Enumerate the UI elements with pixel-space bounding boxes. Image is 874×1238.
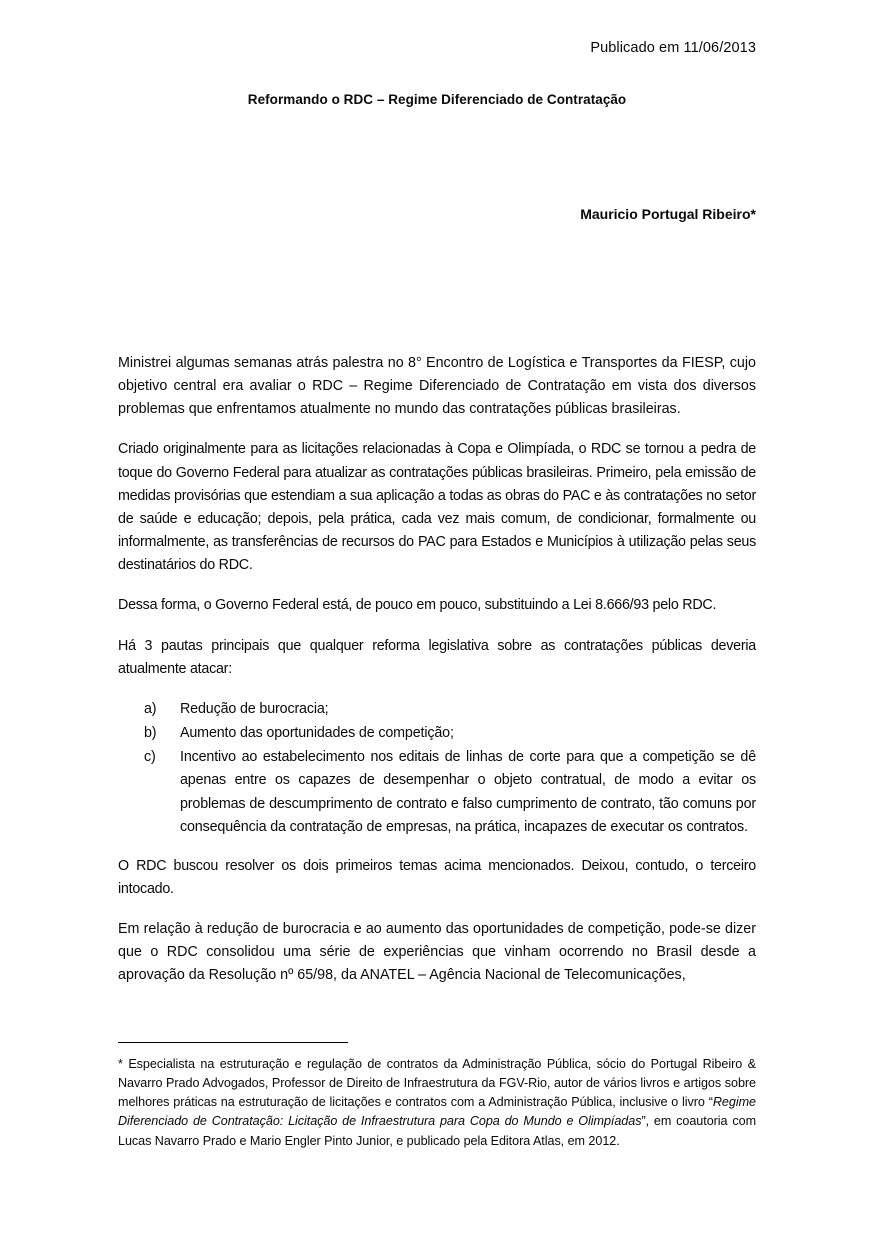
paragraph-5: O RDC buscou resolver os dois primeiros temas acima mencionados. Deixou, contudo, o terceiro intocado.: [118, 857, 756, 897]
paragraph-4: Há 3 pautas principais que qualquer reforma legislativa sobre as contratações públicas deveria atualmente atacar:: [118, 637, 756, 677]
footnote: [118, 1055, 756, 1151]
list-item-label: Incentivo ao estabelecimento nos editais de linhas de corte para que a competição se dê apenas entre os capazes de desempenhar o objeto contratual, de modo a evitar os problemas de descumprimento de contrato e falso cumprimento de contrato, tão comuns por consequência da contratação de empresas, na prática, incapazes de executar os contratos.: [180, 749, 756, 835]
footnote-text-part2: ”, em coautoria com Lucas Navarro Prado e Mario Engler Pinto Junior, e publicado pela Editora Atlas, em 2012.: [118, 1114, 757, 1148]
reform-agenda-list: [118, 698, 756, 839]
paragraph-1: Ministrei algumas semanas atrás palestra no 8° Encontro de Logística e Transportes da FIESP, cujo objetivo central era avaliar o RDC – Regime Diferenciado de Contratação em vista dos diversos problemas que enfrentamos atualmente no mundo das contratações públicas brasileiras.: [118, 355, 756, 418]
list-item-marker: c): [144, 749, 156, 766]
list-item-marker: b): [144, 725, 157, 742]
footnote-book-title: Regime Diferenciado de Contratação: Licitação de Infraestrutura para Copa do Mundo e Olimpíadas: [118, 1095, 756, 1129]
list-item: [118, 746, 756, 839]
footnote-separator: [118, 1042, 348, 1043]
list-item-label: Aumento das oportunidades de competição;: [180, 725, 454, 742]
publication-date: Publicado em 11/06/2013: [590, 40, 756, 56]
list-item-label: Redução de burocracia;: [180, 700, 329, 717]
document-title: Reformando o RDC – Regime Diferenciado de Contratação: [247, 92, 627, 107]
list-item: [118, 698, 756, 721]
author-name: Mauricio Portugal Ribeiro*: [580, 206, 756, 222]
paragraph-6: Em relação à redução de burocracia e ao aumento das oportunidades de competição, pode-se dizer que o RDC consolidou uma série de experiências que vinham ocorrendo no Brasil desde a aprovação da Resolução nº 65/98, da ANATEL – Agência Nacional de Telecomunicações,: [118, 921, 756, 984]
document-body: [118, 352, 756, 1005]
list-item-marker: a): [144, 700, 157, 717]
list-item: [118, 722, 756, 745]
footnote-text-part1: * Especialista na estruturação e regulação de contratos da Administração Pública, sócio do Portugal Ribeiro & Navarro Prado Advogados, Professor de Direito de Infraestrutura da FGV-Rio, autor de vários livros e artigos sobre melhores práticas na estruturação de licitações e contratos com a Administração Pública, inclusive o livro “: [118, 1057, 756, 1110]
paragraph-2: Criado originalmente para as licitações relacionadas à Copa e Olimpíada, o RDC se tornou a pedra de toque do Governo Federal para atualizar as contratações públicas brasileiras. Primeiro, pela emissão de medidas provisórias que estendiam a sua aplicação a todas as obras do PAC e às contratações no setor de saúde e educação; depois, pela prática, cada vez mais comum, de condicionar, formalmente ou informalmente, as transferências de recursos do PAC para Estados e Municípios à utilização pelas seus destinatários do RDC.: [118, 441, 756, 574]
paragraph-3: Dessa forma, o Governo Federal está, de pouco em pouco, substituindo a Lei 8.666/93 pelo RDC.: [118, 597, 717, 614]
